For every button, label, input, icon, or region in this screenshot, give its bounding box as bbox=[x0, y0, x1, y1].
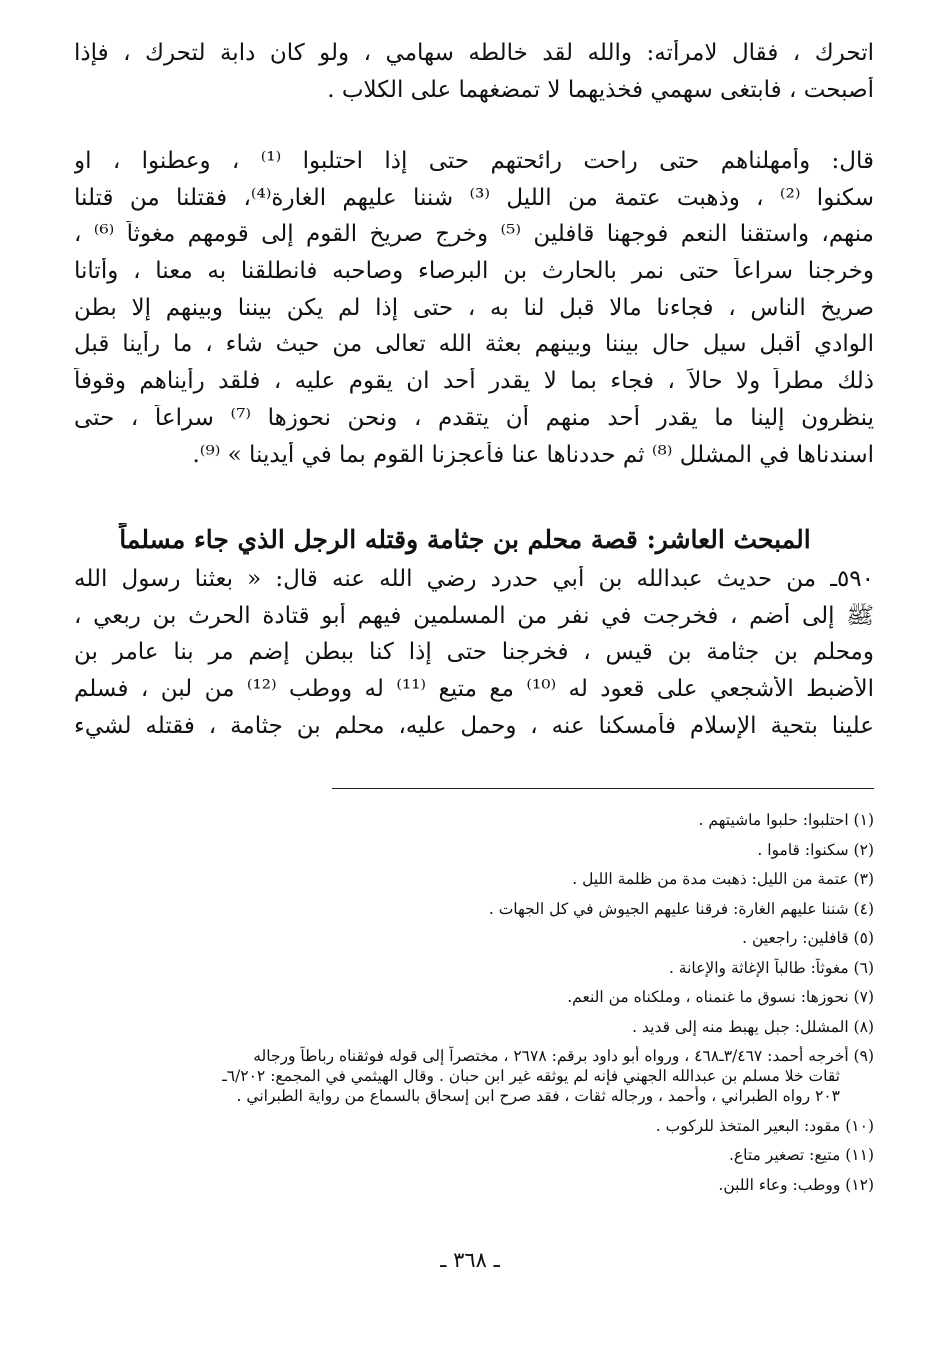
footnote: (٣) عتمة من الليل: ذهبت مدة من ظلمة الليل . bbox=[572, 870, 874, 888]
footnote: (٤) شننا عليهم الغارة: فرقنا عليهم الجيوش في كل الجهات . bbox=[488, 899, 874, 918]
footnote-continuation: ٢٠٣ رواه الطبراني ، وأحمد ، ورجاله ثقات ، فقد صرح ابن إسحاق بالسماع من رواية الطبراني . bbox=[236, 1087, 840, 1105]
footnote: (٩) أخرجه أحمد: ٣/٤٦٧ـ٤٦٨ ، ورواه أبو داود برقم: ٢٦٧٨ ، مختصراً إلى قوله فوثقناه رباطاً ورجاله bbox=[253, 1047, 874, 1065]
text-line: ﷺ إلى أضم ، فخرجت في نفر من المسلمين فيهم أبو قتادة الحرث بن ربعي ، bbox=[74, 602, 874, 629]
footnote: (٥) قافلين: راجعين . bbox=[742, 929, 874, 947]
text-line: الأضبط الأشجعي على قعود له ⁽¹⁰⁾ مع متيع ⁽¹¹⁾ له ووطب ⁽¹²⁾ من لبن ، فسلم bbox=[74, 676, 874, 703]
paragraph-hadith bbox=[74, 566, 874, 749]
text-line: ٥٩٠ـ من حديث عبدالله بن أبي حدرد رضي الله عنه قال: « بعثنا رسول الله bbox=[74, 566, 874, 592]
text-line: الوادي أقبل سيل حال بيننا وبينهم بعثة الله تعالى من حيث شاء ، ما رأينا قبل bbox=[74, 331, 874, 358]
footnote: (٢) سكنوا: قاموا . bbox=[757, 840, 874, 859]
paragraph-narration bbox=[74, 148, 874, 478]
footnote: (١٢) ووطب: وعاء اللبن. bbox=[718, 1175, 874, 1194]
text-line: ذلك مطراً ولا حالاً ، فجاء بما لا يقدر أحد ان يقوم عليه ، فلقد رأيناهم وقوفاً bbox=[74, 368, 874, 395]
footnote-separator bbox=[332, 788, 874, 789]
footnote-continuation: ثقات خلا مسلم بن عبدالله الجهني فإنه لم يوثقه غير ابن حبان . وقال الهيثمي في المجمع: ٦/٢٠٢ـ bbox=[222, 1067, 840, 1085]
page-number: ـ ٣٦٨ ـ bbox=[440, 1248, 500, 1272]
text-line: علينا بتحية الإسلام فأمسكنا عنه ، وحمل عليه، محلم بن جثامة ، فقتله لشيء bbox=[74, 712, 874, 739]
text-line: سكنوا ⁽²⁾ ، وذهبت عتمة من الليل ⁽³⁾ شننا عليهم الغارة⁽⁴⁾، فقتلنا من قتلنا bbox=[74, 184, 874, 211]
footnote: (٨) المشلل: جبل يهبط منه إلى قديد . bbox=[632, 1017, 874, 1036]
footnote: (١) احتلبوا: حلبوا ماشيتهم . bbox=[698, 811, 874, 829]
text-line: اسندناها في المشلل ⁽⁸⁾ ثم حددناها عنا فأعجزنا القوم بما في أيدينا » ⁽⁹⁾. bbox=[192, 441, 874, 468]
text-line: وخرجنا سراعاً حتى نمر بالحارث بن البرصاء وصاحبه فانطلقنا به معنا ، وأتانا bbox=[74, 258, 874, 285]
text-line: ينظرون إلينا ما يقدر أحد منهم أن يتقدم ، ونحن نحوزها ⁽⁷⁾ سراعاً ، حتى bbox=[74, 404, 874, 431]
footnote: (٧) نحوزها: نسوق ما غنمناه ، وملكناه من النعم. bbox=[567, 988, 874, 1006]
text-line: منهم، واستقنا النعم فوجهنا قافلين ⁽⁵⁾ وخرج صريخ القوم إلى قومهم مغوثاً ⁽⁶⁾ ، bbox=[74, 221, 874, 248]
text-line: ومحلم بن جثامة بن قيس ، فخرجنا حتى إذا كنا ببطن إضم مر بنا عامر بن bbox=[74, 639, 874, 666]
footnote: (٦) مغوثاً: طالباً الإغاثة والإعانة . bbox=[668, 958, 874, 977]
footnotes bbox=[74, 810, 874, 1204]
text-line: اتحرك ، فقال لامرأته: والله لقد خالطه سهامي ، ولو كان دابة لتحرك ، فإذا bbox=[74, 40, 874, 66]
footnote: (١٠) مقود: البعير المتخذ للركوب . bbox=[655, 1116, 874, 1135]
section-heading: المبحث العاشر: قصة محلم بن جثامة وقتله الرجل الذي جاء مسلماً bbox=[119, 525, 811, 554]
text-line: قال: وأمهلناهم حتى راحت رائحتهم حتى إذا احتلبوا ⁽¹⁾ ، وعطنوا ، او bbox=[74, 148, 874, 174]
paragraph-continuation bbox=[74, 40, 874, 113]
text-line: أصبحت ، فابتغى سهمي فخذيهما لا تمضغهما على الكلاب . bbox=[327, 76, 874, 103]
footnote: (١١) متيع: تصغير متاع. bbox=[728, 1146, 874, 1164]
text-line: صريخ الناس ، فجاءنا مالا قبل لنا به ، حتى إذا لم يكن بيننا وبينهم إلا بطن bbox=[74, 294, 874, 321]
